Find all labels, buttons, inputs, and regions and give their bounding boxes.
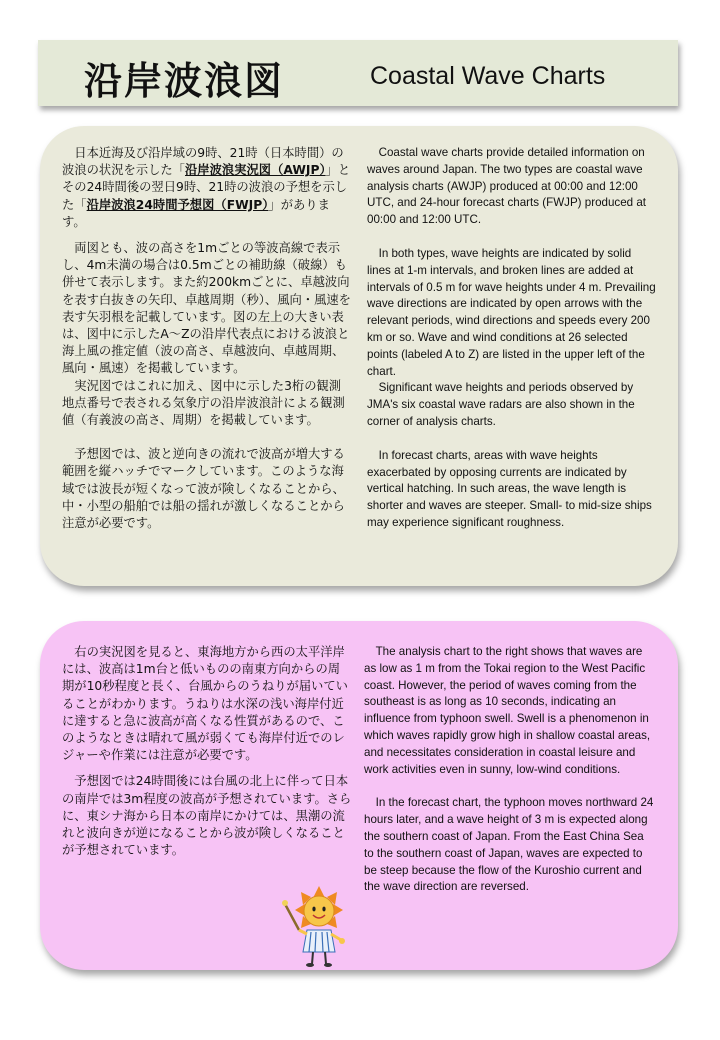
ja-paragraph: 予想図では、波と逆向きの流れで波高が増大する範囲を縦ハッチでマークしています。このような海域では波長が短くなって波が険しくなることから、中・小型の船舶では船の揺れが激しくなることから注意が必要です。: [62, 447, 345, 531]
ja-text: 日本近海及び沿岸域の9時、21時（日本時間）の波浪の状況を示した「: [62, 146, 344, 178]
en-paragraph: In both types, wave heights are indicated by solid lines at 1-m intervals, and broken lines are added at intervals of 0.5 m for wave heights under 4 m. Prevailing wave directions are indicated by open arrows with the relevant periods, wind directions and speeds every 200 km or so. Wave and wind conditions at 26 selected points (labeled A to Z) are listed in the upper left of the chart.: [367, 246, 656, 378]
sun-mascot-icon: [279, 880, 359, 970]
en-paragraph: In forecast charts, areas with wave heights exacerbated by opposing currents are indicated by vertical hatching. In such areas, the wave length is shorter and waves are steeper. Small- to mid-size ships may experience significant roughness.: [367, 448, 652, 529]
page-title-en: Coastal Wave Charts: [370, 62, 606, 90]
ja-text: 」があります。: [62, 197, 330, 229]
ja-paragraph: [62, 145, 352, 231]
fwjp-link[interactable]: 沿岸波浪24時間予想図（FWJP）: [86, 197, 269, 212]
en-paragraph: The analysis chart to the right shows that waves are as low as 1 m from the Tokai region to the West Pacific coast. However, the period of waves coming from the southeast is as long as 10 seconds, indicating an influence from typhoon swell. Swell is a phenomenon in which waves rapidly grow high in shallow coastal areas, and necessitates consideration in coastal leisure and work activities even in sunny, low-wind conditions.: [364, 645, 651, 776]
ja-text: 」とその24時間後の翌日9時、21時の波浪の予想を示した「: [62, 163, 351, 212]
panel-description-ja: [62, 145, 352, 532]
title-bar: [38, 40, 678, 106]
page-title-ja: 沿岸波浪図: [84, 59, 285, 103]
ja-paragraph: 実況図ではこれに加え、図中に示した3桁の観測地点番号で表される気象庁の沿岸波浪計による観測値（有義波の高さ、周期）を掲載しています。: [62, 378, 345, 428]
panel-description-en: [367, 145, 657, 532]
en-paragraph: Coastal wave charts provide detailed information on waves around Japan. The two types are coastal wave analysis charts (AWJP) produced at 00:00 and 12:00 UTC, and 24-hour forecast charts (FWJP) produced at 00:00 and 12:00 UTC.: [367, 146, 647, 227]
panel-example-en: [364, 644, 656, 896]
ja-paragraph: 予想図では24時間後には台風の北上に伴って日本の南岸では3m程度の波高が予想されています。さらに、東シナ海から日本の南岸にかけては、黒潮の流れと波向きが逆になることから波が険しくなることが予想されています。: [62, 774, 352, 858]
en-paragraph: In the forecast chart, the typhoon moves northward 24 hours later, and a wave height of 3 m is expected along the southern coast of Japan. From the East China Sea to the southern coast of Japan, waves are expected to be steep because the flow of the Kuroshio current and the wave direction are reversed.: [364, 796, 654, 894]
panel-example-ja: [62, 644, 352, 859]
en-paragraph: Significant wave heights and periods observed by JMA's six coastal wave radars are also shown in the corner of analysis charts.: [367, 381, 635, 428]
ja-paragraph: 右の実況図を見ると、東海地方から西の太平洋岸には、波高は1m台と低いものの南東方向からの周期が10秒程度と長く、台風からのうねりが届いていることがわかります。うねりは水深の浅い海岸付近に達すると急に波高が高くなる性質があるので、このようなときは晴れて風が弱くても海岸付近でのレジャーや作業には注意が必要です。: [62, 645, 348, 763]
ja-paragraph: 両図とも、波の高さを1mごとの等波高線で表示し、4m未満の場合は0.5mごとの補助線（破線）も併せて表示します。また約200kmごとに、卓越波向を表す白抜きの矢印、卓越周期（秒）、風向・風速を表す矢羽根を記載しています。図の左上の大きい表は、図中に示したA〜Zの沿岸代表点における波浪と海上風の推定値（波の高さ、卓越波向、卓越周期、風向・風速）を掲載しています。: [62, 241, 351, 376]
awjp-link[interactable]: 沿岸波浪実況図（AWJP）: [184, 163, 326, 178]
